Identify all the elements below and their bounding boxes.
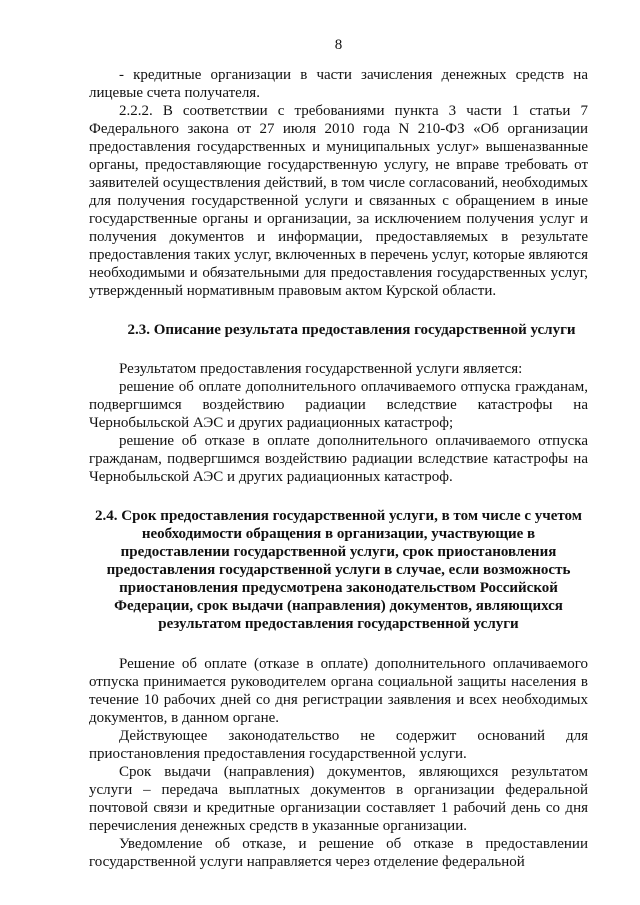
paragraph-no-suspension: Действующее законодательство не содержит оснований для приостановления предоставления государственной услуги. bbox=[89, 728, 588, 762]
section-2-3-heading: 2.3. Описание результата предоставления государственной услуги bbox=[127, 322, 576, 338]
paragraph-result-approval: решение об оплате дополнительного оплачиваемого отпуска гражданам, подвергшимся воздействию радиации вследствие катастрофы на Чернобыльской АЭС и других радиационных катастроф; bbox=[89, 379, 588, 431]
page-number: 8 bbox=[334, 37, 343, 53]
paragraph-2-2-2: 2.2.2. В соответствии с требованиями пункта 3 части 1 статьи 7 Федерального закона от 27 июля 2010 года N 210-ФЗ «Об организации предоставления государственных и муниципальных услуг» вышеназванные органы, предоставляющие государственную услугу, не вправе требовать от заявителей осуществления действий, в том числе согласований, необходимых для получения государственной услуги и связанных с обращением в иные государственные органы и организации, за исключением получения услуг и получения документов и информации, предоставляемых в результате предоставления таких услуг, включенных в перечень услуг, которые являются необходимыми и обязательными для предоставления государственных услуг, утвержденный нормативным правовым актом Курской области. bbox=[89, 103, 588, 299]
paragraph-result-refusal: решение об отказе в оплате дополнительного оплачиваемого отпуска гражданам, подвергшимся воздействию радиации вследствие катастрофы на Чернобыльской АЭС и других радиационных катастроф. bbox=[89, 433, 588, 485]
paragraph-issue-term: Срок выдачи (направления) документов, являющихся результатом услуги – передача выплатных документов в организации федеральной почтовой связи и кредитные организации составляет 1 рабочий день со дня перечисления денежных средств в указанные организации. bbox=[89, 764, 588, 834]
paragraph-result-intro: Результатом предоставления государственной услуги является: bbox=[119, 361, 523, 377]
section-2-4-heading: 2.4. Срок предоставления государственной услуги, в том числе с учетом необходимости обращения в организации, участвующие в предоставлении государственной услуги, срок приостановления предоставления государственной услуги в случае, если возможность приостановления предусмотрена законодательством Российской Федерации, срок выдачи (направления) документов, являющихся результатом предоставления государственной услуги bbox=[94, 508, 582, 632]
paragraph-decision-term: Решение об оплате (отказе в оплате) дополнительного оплачиваемого отпуска принимается руководителем органа социальной защиты населения в течение 10 рабочих дней со дня регистрации заявления и всех необходимых документов, в данном органе. bbox=[89, 656, 588, 726]
paragraph-refusal-notice: Уведомление об отказе, и решение об отказе в предоставлении государственной услуги направляется через отделение федеральной bbox=[89, 836, 588, 870]
paragraph-credit-organizations: - кредитные организации в части зачисления денежных средств на лицевые счета получателя. bbox=[89, 67, 588, 101]
